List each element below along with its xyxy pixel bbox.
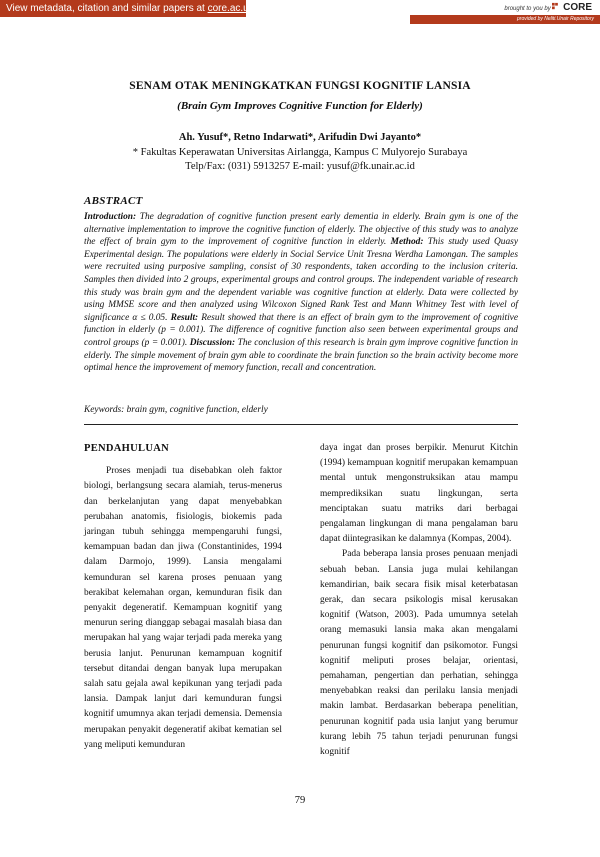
body-paragraph: Proses menjadi tua disebabkan oleh faktor biologi, berlangsung secara alamiah, terus-menerus dan berkelanjutan yang dapat menyebabkan perubahan anatomis, fisiologis, biokemis pada jaringan tubuh sehingga mempengaruhi fungsi, kemampuan badan dan jiwa (Constantinides, 1994 dalam Darmojo, 1999). Lansia mengalami kemunduran sel karena proses penuaan yang berakibat kelemahan organ, kemunduran fisik dan penyakit degeneratif. Kemampuan kognitif yang menurun sering dianggap sebagai masalah biasa dan merupakan hal yang wajar terjadi pada mereka yang berusia lanjut. Penurunan kemampuan kognitif tersebut ditandai dengan banyak lupa merupakan salah satu gejala awal kepikunan yang terjadi pada lansia. Dampak lanjut dari kemunduran fungsi kognitif umumnya akan terjadi demensia. Demensia merupakan penyakit degeneratif akibat kematian sel yang meliputi kemunduran bbox=[84, 466, 282, 750]
body-paragraph: daya ingat dan proses berpikir. Menurut Kitchin (1994) kemampuan kognitif merupakan kemampuan mental untuk mengonstruksikan atau mampu memprediksikan suatu lingkungan, serta menciptakan suatu matriks dari berbagai pengalaman lingkungan di mana pengalaman baru dapat diintegrasikan ke dalamnya (Kompas, 2004). bbox=[320, 443, 518, 545]
intro-text: The degradation of cognitive function present early dementia in elderly. Brain gym is one of the alternative implementation to improve the cognitive function of elderly. The objective of this study was to analyze the effect of brain gym to the improvement of cognitive function in elderly. bbox=[84, 212, 518, 248]
section-divider bbox=[84, 424, 518, 425]
result-label: Result: bbox=[170, 312, 199, 323]
intro-label: Introduction: bbox=[84, 212, 137, 222]
result-text: Result showed that there is an effect of brain gym to the improvement of cognitive function in elderly (p = 0.001). The difference of cognitive function also seen between experimental groups and control groups (p = 0.001). bbox=[84, 312, 519, 348]
discussion-label: Discussion: bbox=[189, 337, 236, 348]
provider-bar[interactable]: provided by Neliti.Unair Repository bbox=[410, 15, 600, 24]
paper-title: SENAM OTAK MENINGKATKAN FUNGSI KOGNITIF LANSIA bbox=[129, 80, 471, 92]
section-heading: PENDAHULUAN bbox=[84, 443, 169, 454]
metadata-link-prefix: View metadata, citation and similar papers at bbox=[6, 3, 205, 14]
discussion-text: The conclusion of this research is brain gym improve cognitive function in elderly. The simple movement of brain gym able to coordinate the brain function so the brain activity become more optimal hence the improvement of memory function, recall and concentration. bbox=[84, 337, 518, 374]
right-column bbox=[320, 441, 518, 760]
body-paragraph: Pada beberapa lansia proses penuaan menjadi sebuah beban. Lansia juga mulai kehilangan kemandirian, baik secara fisik misal keterbatasan gerak, dan secara psikologis misal kerusakan kognitif (Watson, 2003). Pada umumnya setelah orang memasuki lansia maka akan mengalami penurunan fungsi kognitif dan psikomotor. Fungsi kognitif meliputi proses belajar, orientasi, pemahaman, pengertian dan perhatian, sehingga menyebabkan reaksi dan perilaku lansia menjadi makin lambat. Berdasarkan beberapa penelitian, penurunan kognitif pada usia lanjut yang berumur kurang lebih 75 tahun terjadi penurunan fungsi kognitif bbox=[320, 549, 518, 758]
authors: Ah. Yusuf*, Retno Indarwati*, Arifudin Dwi Jayanto* bbox=[178, 132, 422, 143]
metadata-link-bar[interactable] bbox=[0, 0, 254, 17]
paper-subtitle: (Brain Gym Improves Cognitive Function for Elderly) bbox=[177, 100, 423, 112]
page-number: 79 bbox=[294, 795, 306, 806]
core-banner bbox=[0, 0, 600, 24]
core-brand[interactable] bbox=[504, 2, 592, 13]
core-logo-icon bbox=[552, 6, 563, 12]
core-ac-uk-link[interactable]: core.ac.uk bbox=[207, 3, 254, 14]
contact-info: Telp/Fax: (031) 5913257 E-mail: yusuf@fk.unair.ac.id bbox=[185, 161, 415, 172]
method-label: Method: bbox=[390, 237, 424, 248]
keywords: Keywords: brain gym, cognitive function, elderly bbox=[84, 405, 268, 415]
method-text: This study used Quasy Experimental design. The populations were elderly in Social Service Unit Tresna Werdha Lamongan. The samples were recruited using purposive sampling, consist of 30 respondents, taken according to the inclusion criteria. Samples then divided into 2 groups, experimental groups and control groups. The independent variable of research this study was brain gym and the dependent variable was cognitive function at elderly. Data were collected by using MMSE score and then analyzed using Wilcoxon Signed Rank Test and Mann Whitney Test with level of significance α ≤ 0.05. bbox=[84, 237, 518, 323]
affiliation: * Fakultas Keperawatan Universitas Airlangga, Kampus C Mulyorejo Surabaya bbox=[132, 147, 468, 158]
left-column bbox=[84, 441, 282, 753]
abstract-body bbox=[84, 211, 518, 375]
abstract-heading: ABSTRACT bbox=[84, 195, 143, 207]
core-logo-text: CORE bbox=[563, 2, 592, 13]
brought-to-you-by-text: brought to you by bbox=[504, 6, 551, 12]
